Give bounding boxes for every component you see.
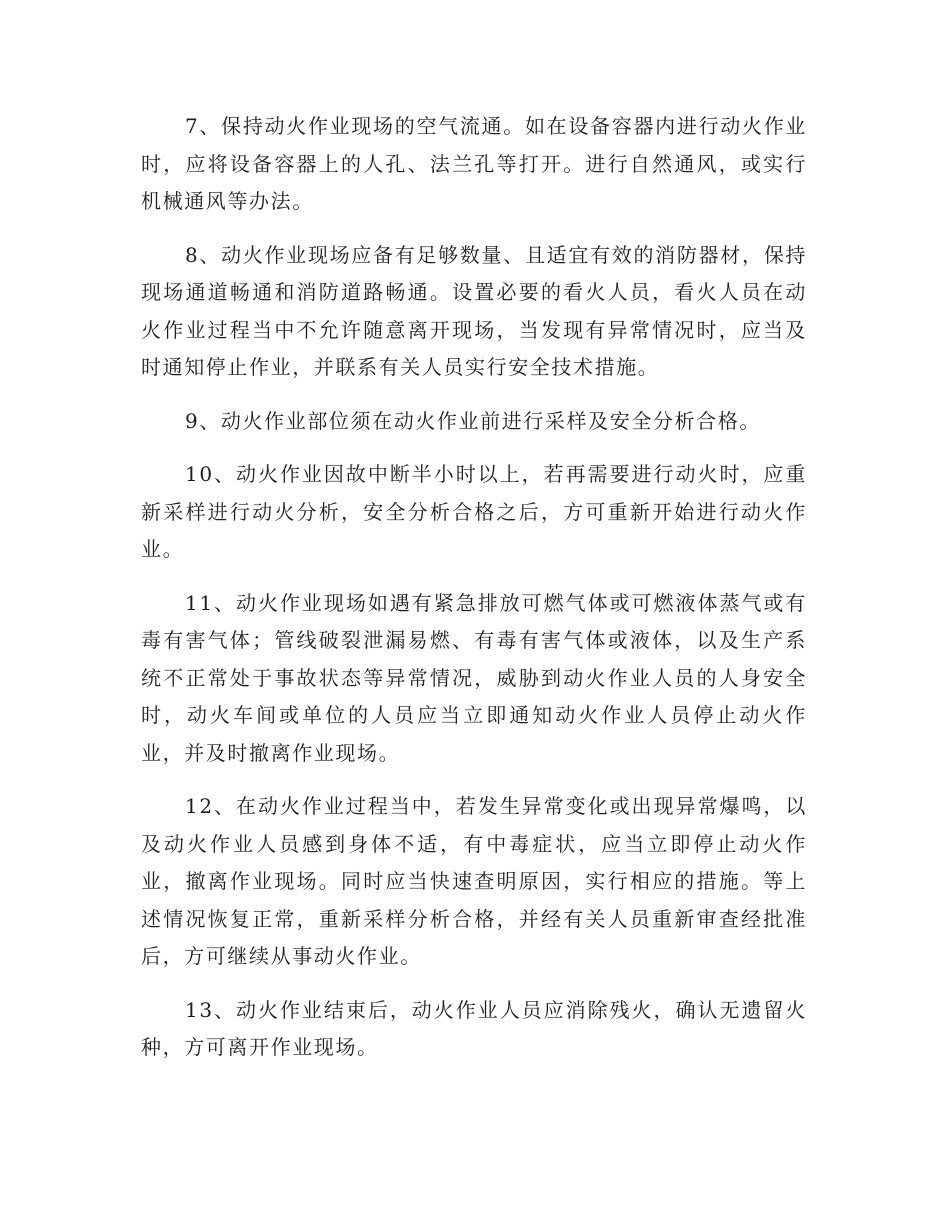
paragraph-item-8: 8、动火作业现场应备有足够数量、且适宜有效的消防器材，保持现场通道畅通和消防道路畅通。设置必要的看火人员，看火人员在动火作业过程当中不允许随意离开现场，当发现有异常情况时，应当及时通知停止作业，并联系有关人员实行安全技术措施。 [141,242,807,379]
paragraph-item-12: 12、在动火作业过程当中，若发生异常变化或出现异常爆鸣，以及动火作业人员感到身体不适，有中毒症状，应当立即停止动火作业，撤离作业现场。同时应当快速查明原因，实行相应的措施。等上述情况恢复正常，重新采样分析合格，并经有关人员重新审查经批准后，方可继续从事动火作业。 [141,794,807,968]
paragraph-item-9: 9、动火作业部位须在动火作业前进行采样及安全分析合格。 [185,408,761,433]
document-body [141,108,807,1083]
paragraph-item-7: 7、保持动火作业现场的空气流通。如在设备容器内进行动火作业时，应将设备容器上的人孔、法兰孔等打开。进行自然通风，或实行机械通风等办法。 [141,114,807,213]
paragraph-item-10: 10、动火作业因故中断半小时以上，若再需要进行动火时，应重新采样进行动火分析，安全分析合格之后，方可重新开始进行动火作业。 [141,462,807,561]
paragraph-item-11: 11、动火作业现场如遇有紧急排放可燃气体或可燃液体蒸气或有毒有害气体；管线破裂泄漏易燃、有毒有害气体或液体，以及生产系统不正常处于事故状态等异常情况，威胁到动火作业人员的人身安全时，动火车间或单位的人员应当立即通知动火作业人员停止动火作业，并及时撤离作业现场。 [141,590,807,765]
paragraph-item-13: 13、动火作业结束后，动火作业人员应消除残火，确认无遗留火种，方可离开作业现场。 [141,997,807,1059]
